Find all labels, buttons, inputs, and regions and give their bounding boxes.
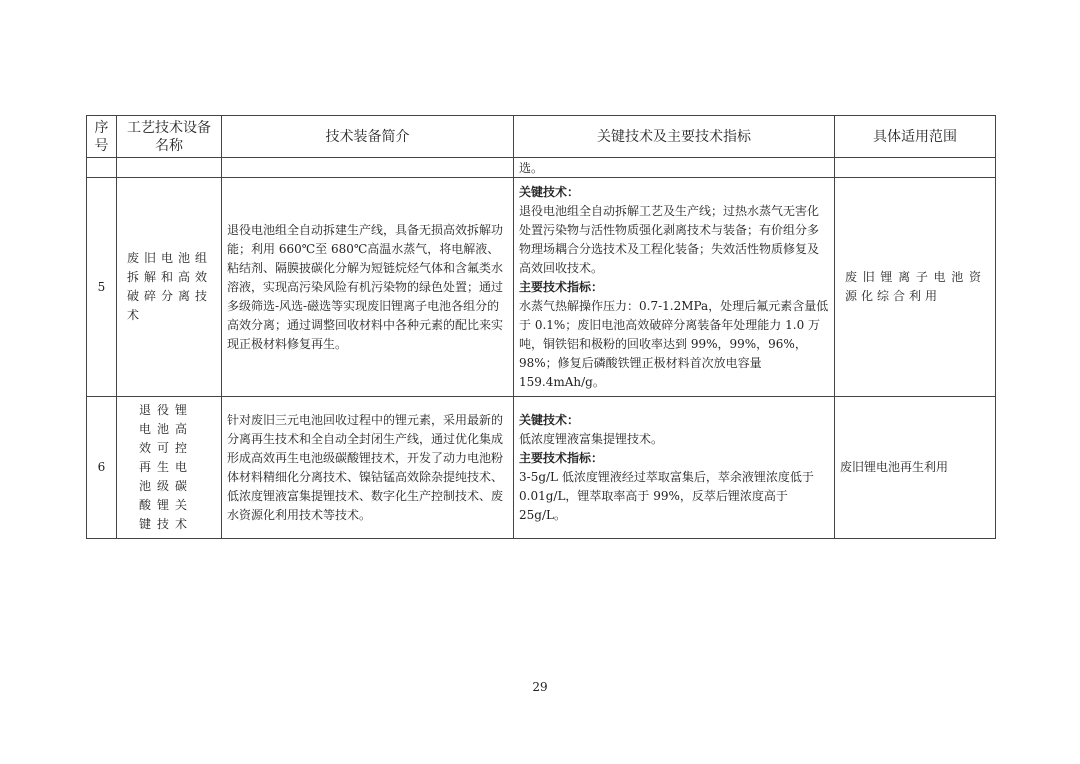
indicator-title: 主要技术指标：	[519, 279, 604, 294]
header-scope: 具体适用范围	[835, 116, 996, 158]
continuation-cell	[87, 158, 117, 178]
indicator-text: 水蒸气热解操作压力：0.7-1.2MPa，处理后氟元素含量低于 0.1%；废旧电池高效破碎分离装备年处理能力 1.0 万吨，铜铁铝和极粉的回收率达到 99%，99%，96%，98%；修复后磷酸铁锂正极材料首次放电容量 159.4mAh/g。	[519, 298, 829, 389]
equipment-introduction: 退役电池组全自动拆建生产线，具备无损高效拆解功能；利用 660℃至 680℃高温水蒸气，将电解液、粘结剂、隔膜披碳化分解为短链烷烃气体和含氟类水溶液，实现高污染风险有机污染物的绿色处置；通过多级筛选-风选-磁选等实现废旧锂离子电池各组分的高效分离；通过调整回收材料中各种元素的配比来实现正极材料修复再生。	[222, 178, 514, 397]
continuation-cell	[117, 158, 222, 178]
table-row-continuation	[87, 158, 996, 178]
continuation-key-text: 选。	[514, 158, 835, 178]
header-introduction: 技术装备简介	[222, 116, 514, 158]
key-technology-cell	[514, 397, 835, 539]
row-number: 6	[87, 397, 117, 539]
header-equipment-name: 工艺技术设备名称	[117, 116, 222, 158]
key-tech-text: 低浓度锂液富集提锂技术。	[519, 431, 664, 446]
technology-table	[86, 115, 996, 539]
key-technology-cell	[514, 178, 835, 397]
application-scope: 废旧锂离子电池资源化综合利用	[835, 178, 996, 397]
application-scope: 废旧锂电池再生利用	[835, 397, 996, 539]
key-tech-text: 退役电池组全自动拆解工艺及生产线；过热水蒸气无害化处置污染物与活性物质强化剥离技术与装备；有价组分多物理场耦合分选技术及工程化装备；失效活性物质修复及高效回收技术。	[519, 203, 820, 275]
table-header-row	[87, 116, 996, 158]
row-number: 5	[87, 178, 117, 397]
key-tech-title: 关键技术：	[519, 184, 580, 199]
equipment-name: 废旧电池组拆解和高效破碎分离技术	[117, 178, 222, 397]
header-key-technology: 关键技术及主要技术指标	[514, 116, 835, 158]
table-row	[87, 178, 996, 397]
continuation-cell	[835, 158, 996, 178]
table-row	[87, 397, 996, 539]
indicator-text: 3-5g/L 低浓度锂液经过萃取富集后，萃余液锂浓度低于 0.01g/L，锂萃取率高于 99%，反萃后锂浓度高于 25g/L。	[519, 469, 814, 522]
key-tech-title: 关键技术：	[519, 412, 580, 427]
equipment-name: 退役锂电池高效可控再生电池级碳酸锂关键技术	[117, 397, 222, 539]
continuation-cell	[222, 158, 514, 178]
equipment-introduction: 针对废旧三元电池回收过程中的锂元素，采用最新的分离再生技术和全自动全封闭生产线，通过优化集成形成高效再生电池级碳酸锂技术，开发了动力电池粉体材料精细化分离技术、镍钴锰高效除杂提纯技术、低浓度锂液富集提锂技术、数字化生产控制技术、废水资源化利用技术等技术。	[222, 397, 514, 539]
header-serial-number: 序号	[87, 116, 117, 158]
page-number: 29	[532, 680, 548, 694]
indicator-title: 主要技术指标：	[519, 450, 604, 465]
